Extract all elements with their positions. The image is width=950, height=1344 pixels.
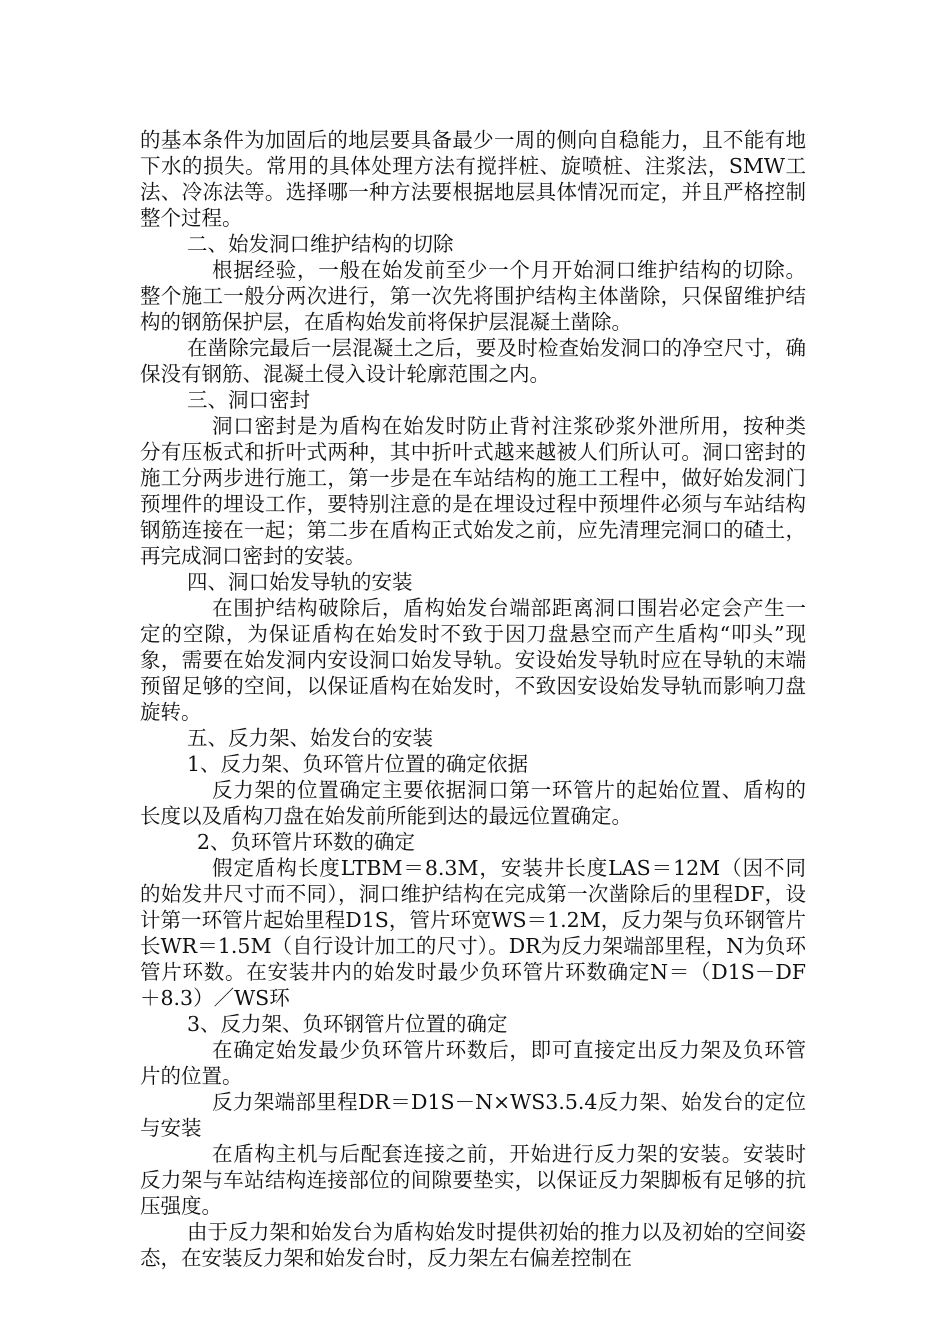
heading-section-4: 四、洞口始发导轨的安装 <box>187 570 413 594</box>
paragraph-mileage-formula: 反力架端部里程DR＝D1S－N×WS3.5.4反力架、始发台的定位与安装 <box>140 1090 806 1140</box>
heading-subsection-3: 3、反力架、负环钢管片位置的确定 <box>187 1012 508 1036</box>
paragraph-cutting-experience: 根据经验，一般在始发前至少一个月开始洞口维护结构的切除。整个施工一般分两次进行，第一次先将围护结构主体凿除，只保留维护结构的钢筋保护层，在盾构始发前将保护层混凝土凿除。 <box>140 258 806 334</box>
paragraph-guide-rail: 在围护结构破除后，盾构始发台端部距离洞口围岩必定会产生一定的空隙，为保证盾构在始发时不致于因刀盘悬空而产生盾构“叩头”现象，需要在始发洞内安设洞口始发导轨。安设始发导轨时应在导轨的末端预留足够的空间，以保证盾构在始发时，不致因安设始发导轨而影响刀盘旋转。 <box>140 596 806 724</box>
paragraph-frame-installation: 在盾构主机与后配套连接之前，开始进行反力架的安装。安装时反力架与车站结构连接部位的间隙要垫实，以保证反力架脚板有足够的抗压强度。 <box>140 1142 806 1218</box>
paragraph-deviation-control: 由于反力架和始发台为盾构始发时提供初始的推力以及初始的空间姿态，在安装反力架和始发台时，反力架左右偏差控制在 <box>140 1220 806 1270</box>
heading-section-2: 二、始发洞口维护结构的切除 <box>187 232 454 256</box>
paragraph-clearance-check: 在凿除完最后一层混凝土之后，要及时检查始发洞口的净空尺寸，确保没有钢筋、混凝土侵入设计轮廓范围之内。 <box>140 336 806 386</box>
heading-section-5: 五、反力架、始发台的安装 <box>187 726 433 750</box>
paragraph-portal-seal: 洞口密封是为盾构在始发时防止背衬注浆砂浆外泄所用，按种类分有压板式和折叶式两种，其中折叶式越来越被人们所认可。洞口密封的施工分两步进行施工，第一步是在车站结构的施工工程中，做好始发洞门预埋件的埋设工作，要特别注意的是在埋设过程中预埋件必须与车站结构钢筋连接在一起；第二步在盾构正式始发之前，应先清理完洞口的碴土，再完成洞口密封的安装。 <box>140 414 806 568</box>
heading-subsection-1: 1、反力架、负环管片位置的确定依据 <box>187 752 529 776</box>
heading-subsection-2: 2、负环管片环数的确定 <box>197 830 416 854</box>
heading-section-3: 三、洞口密封 <box>187 388 310 412</box>
paragraph-position-determination: 在确定始发最少负环管片环数后，即可直接定出反力架及负环管片的位置。 <box>140 1038 806 1088</box>
paragraph-geological-conditions: 的基本条件为加固后的地层要具备最少一周的侧向自稳能力，且不能有地下水的损失。常用的具体处理方法有搅拌桩、旋喷桩、注浆法，SMW工法、冷冻法等。选择哪一种方法要根据地层具体情况而定，并且严格控制整个过程。 <box>140 128 806 230</box>
paragraph-reaction-frame-basis: 反力架的位置确定主要依据洞口第一环管片的起始位置、盾构的长度以及盾构刀盘在始发前所能到达的最远位置确定。 <box>140 778 806 828</box>
paragraph-ring-count-formula: 假定盾构长度LTBM＝8.3M，安装井长度LAS＝12M（因不同的始发井尺寸而不同），洞口维护结构在完成第一次凿除后的里程DF，设计第一环管片起始里程D1S，管片环宽WS＝1.2M，反力架与负环钢管片长WR＝1.5M（自行设计加工的尺寸）。DR为反力架端部里程，N为负环管片环数。在安装井内的始发时最少负环管片环数确定N＝（D1S－DF＋8.3）／WS环 <box>140 856 806 1010</box>
document-page <box>140 127 806 1271</box>
